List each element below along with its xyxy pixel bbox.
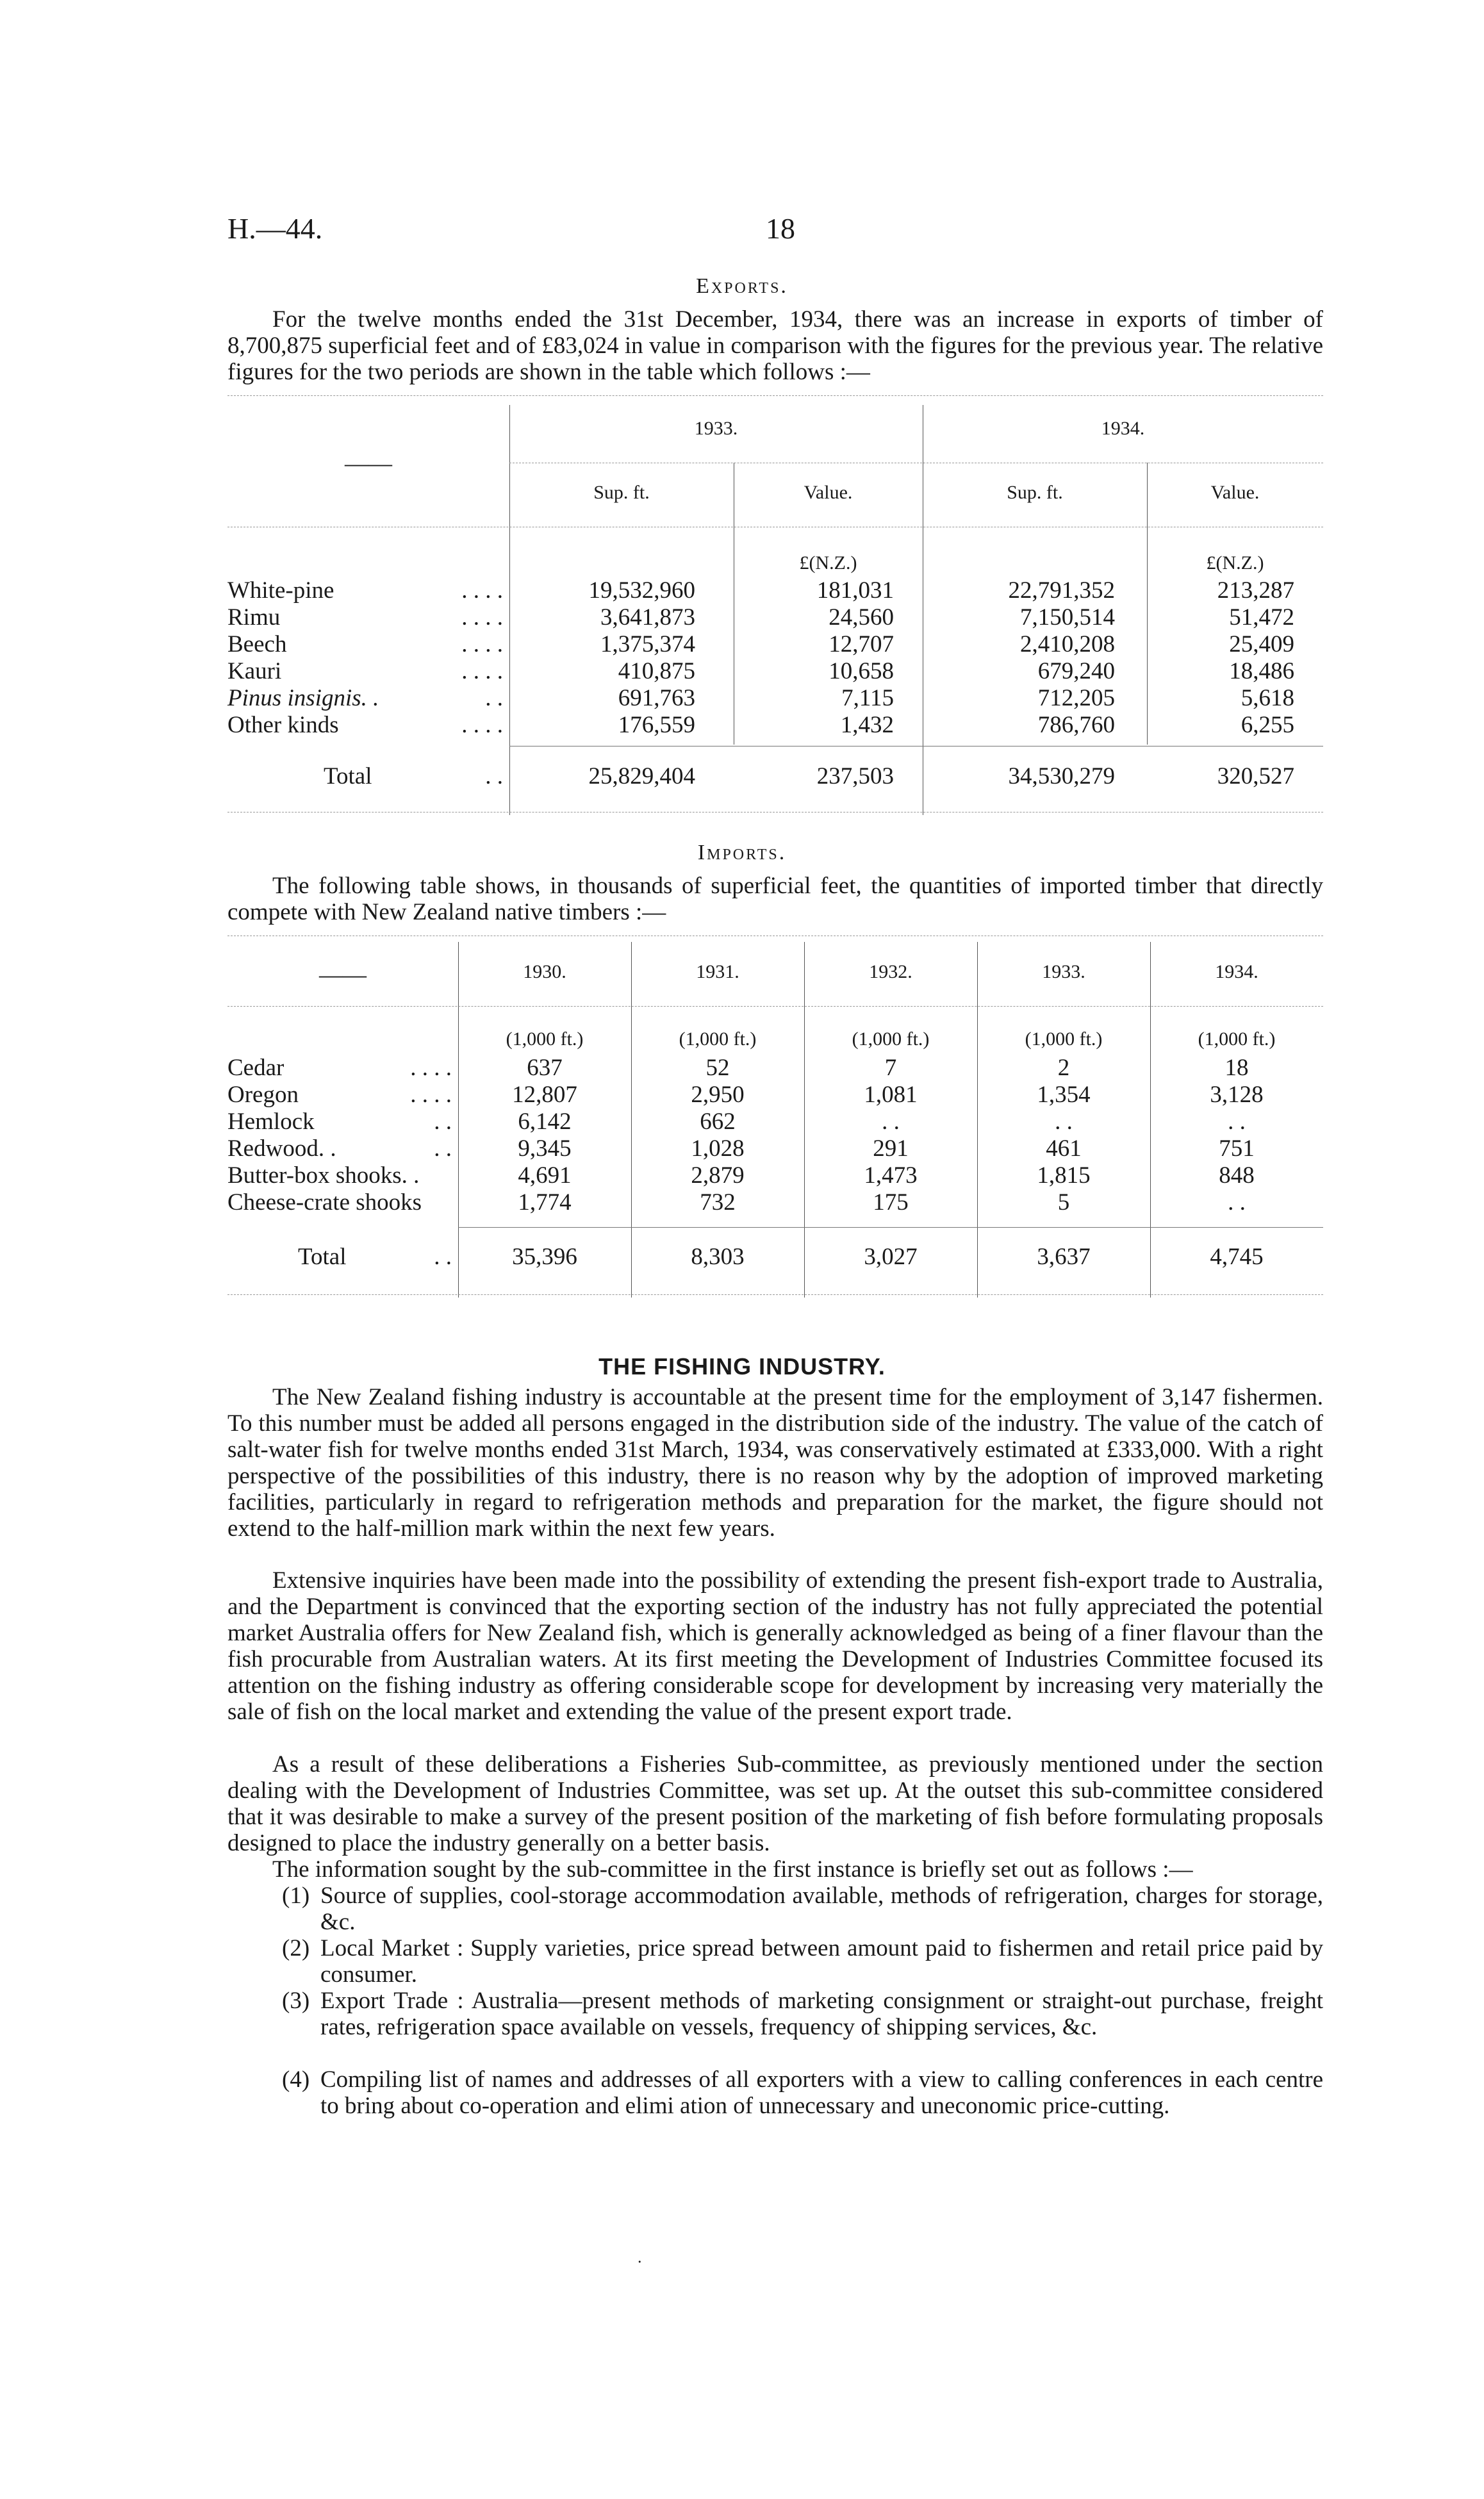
value-1934: 51,472 (1229, 604, 1294, 631)
leader-dots: . . . . (461, 577, 503, 604)
sup-ft-1934: 22,791,352 (1008, 577, 1115, 604)
exports-unit-1934: £(N.Z.) (1206, 552, 1264, 573)
leader-dots: . . . . (461, 712, 503, 738)
exports-year-1933: 1933. (694, 418, 738, 439)
value-1930: 637 (527, 1055, 563, 1081)
total-label: Total (324, 763, 372, 789)
imports-unit: (1,000 ft.) (1025, 1028, 1103, 1050)
value-1933: 1,432 (840, 712, 894, 738)
row-label: Cedar (227, 1055, 284, 1081)
value-1934: 320,527 (1217, 763, 1294, 789)
value-1932: 1,081 (864, 1082, 918, 1108)
sup-ft-1933: 25,829,404 (588, 763, 695, 789)
exports-corner: —— (345, 450, 392, 477)
imports-table (227, 932, 1323, 1298)
leader-dots: . . . . (461, 631, 503, 657)
leader-dots: . . (434, 1135, 452, 1162)
value-1934: 751 (1219, 1135, 1255, 1162)
row-label: Redwood. . (227, 1135, 336, 1162)
list-item (282, 1988, 1323, 2040)
section-title: THE FISHING INDUSTRY. (598, 1353, 886, 1380)
sup-ft-1933: 19,532,960 (588, 577, 695, 604)
imports-intro-text: The following table shows, in thousands of superficial feet, the quantities of imported timber that directly compete with New Zealand native timbers :— (227, 873, 1323, 925)
list-number: (1) (282, 1883, 310, 1909)
value-1934: 25,409 (1229, 631, 1294, 657)
row-label: Hemlock (227, 1109, 315, 1135)
paragraph-text: The New Zealand fishing industry is accountable at the present time for the employment of 3,147 fishermen. To this number must be added all persons engaged in the distribution side of the industry. The value of the catch of salt-water fish for twelve months ended 31st March, 1934, was conservatively estimated at £333,000. With a right perspective of the possibilities of this industry, there is no reason why by the adoption of improved marketing facilities, particularly in regard to refrigeration methods and preparation for the market, the figure should not extend to the half-million mark within the next few years. (227, 1384, 1323, 1542)
value-1934: 6,255 (1241, 712, 1294, 738)
list-text: Local Market : Supply varieties, price spread between amount paid to fishermen and retail price paid by consumer. (320, 1935, 1323, 1988)
value-1934: 5,618 (1241, 685, 1294, 711)
page-mark: . (638, 2248, 642, 2266)
row-label: White-pine (227, 577, 334, 604)
value-1933: 1,354 (1037, 1082, 1091, 1108)
value-1934: . . (1228, 1189, 1246, 1216)
paragraph (227, 1567, 1323, 1725)
paragraph-text: The information sought by the sub-committee in the first instance is briefly set out as follows :— (272, 1856, 1193, 1883)
value-1930: 4,691 (518, 1162, 572, 1189)
value-1931: 2,879 (691, 1162, 745, 1189)
list-item (282, 2066, 1323, 2119)
value-1933: 12,707 (829, 631, 894, 657)
value-1934: 848 (1219, 1162, 1255, 1189)
imports-year: 1934. (1215, 961, 1258, 982)
value-1932: . . (882, 1109, 900, 1135)
value-1933: 237,503 (816, 763, 894, 789)
list-item (282, 1883, 1323, 1935)
sup-ft-1933: 691,763 (618, 685, 695, 711)
value-1933: 1,815 (1037, 1162, 1091, 1189)
sup-ft-1933: 410,875 (618, 658, 695, 684)
exports-intro (227, 306, 1323, 385)
value-1930: 9,345 (518, 1135, 572, 1162)
value-1933: . . (1055, 1109, 1073, 1135)
leader-dots: . . . . (410, 1082, 452, 1108)
sup-ft-1933: 1,375,374 (600, 631, 695, 657)
value-1934: 18,486 (1229, 658, 1294, 684)
value-1934: 4,745 (1210, 1244, 1264, 1270)
list-text: Source of supplies, cool-storage accommodation available, methods of refrigeration, charges for storage, &c. (320, 1883, 1323, 1935)
value-1933: 7,115 (841, 685, 894, 711)
value-1931: 52 (705, 1055, 730, 1081)
value-1933: 3,637 (1037, 1244, 1091, 1270)
leader-dots: . . (434, 1109, 452, 1135)
list-number: (4) (282, 2066, 310, 2093)
imports-unit: (1,000 ft.) (1198, 1028, 1276, 1050)
row-label: Rimu (227, 604, 281, 631)
imports-corner: —— (319, 962, 367, 988)
imports-intro (227, 873, 1323, 925)
imports-unit: (1,000 ft.) (506, 1028, 584, 1050)
exports-year-1934: 1934. (1101, 418, 1145, 439)
imports-year: 1930. (523, 961, 566, 982)
value-1930: 6,142 (518, 1109, 572, 1135)
value-1933: 461 (1046, 1135, 1082, 1162)
value-1933: 181,031 (816, 577, 894, 604)
value-1931: 662 (700, 1109, 736, 1135)
sup-ft-1934: 2,410,208 (1020, 631, 1115, 657)
row-label: Beech (227, 631, 287, 657)
value-1930: 12,807 (512, 1082, 577, 1108)
list-text: Export Trade : Australia—present methods of marketing consignment or straight-out purchase, freight rates, refrigeration space available on vessels, frequency of shipping services, &c. (320, 1988, 1323, 2040)
value-1934: 213,287 (1217, 577, 1294, 604)
exports-subheader: Value. (804, 482, 853, 503)
value-1932: 3,027 (864, 1244, 918, 1270)
value-1931: 732 (700, 1189, 736, 1216)
row-label: Butter-box shooks. . (227, 1162, 420, 1189)
page-number: 18 (766, 212, 795, 245)
imports-heading: Imports. (697, 841, 787, 864)
sup-ft-1934: 712,205 (1037, 685, 1115, 711)
row-label: Kauri (227, 658, 282, 684)
value-1933: 24,560 (829, 604, 894, 631)
exports-subheader: Sup. ft. (593, 482, 650, 503)
exports-unit-1933: £(N.Z.) (799, 552, 857, 573)
paragraph (227, 1384, 1323, 1542)
value-1933: 10,658 (829, 658, 894, 684)
value-1932: 291 (873, 1135, 909, 1162)
imports-year: 1933. (1042, 961, 1085, 982)
list-number: (3) (282, 1988, 310, 2014)
value-1932: 7 (884, 1055, 897, 1081)
imports-year: 1932. (869, 961, 912, 982)
row-label: Other kinds (227, 712, 339, 738)
sup-ft-1933: 3,641,873 (600, 604, 695, 631)
value-1934: 18 (1224, 1055, 1249, 1081)
exports-subheader: Sup. ft. (1007, 482, 1063, 503)
list-item (282, 1935, 1323, 1988)
value-1934: 3,128 (1210, 1082, 1264, 1108)
value-1932: 1,473 (864, 1162, 918, 1189)
exports-heading: Exports. (696, 274, 788, 298)
value-1931: 8,303 (691, 1244, 745, 1270)
leader-dots: . . . . (410, 1055, 452, 1081)
imports-unit: (1,000 ft.) (852, 1028, 930, 1050)
paragraph (227, 1856, 1323, 1883)
paragraph-text: Extensive inquiries have been made into the possibility of extending the present fish-export trade to Australia, and the Department is convinced that the exporting section of the industry has not fully appreciated the potential market Australia offers for New Zealand fish, which is generally acknowledged as being of a finer flavour than the fish procurable from Australian waters. At its first meeting the Development of Industries Committee focused its attention on the fishing industry as offering considerable scope for development by increasing very materially the sale of fish on the local market and extending the value of the present export trade. (227, 1567, 1323, 1725)
value-1931: 1,028 (691, 1135, 745, 1162)
sup-ft-1934: 679,240 (1037, 658, 1115, 684)
leader-dots: . . (485, 685, 503, 711)
imports-unit: (1,000 ft.) (679, 1028, 757, 1050)
value-1934: . . (1228, 1109, 1246, 1135)
list-number: (2) (282, 1935, 310, 1961)
value-1930: 1,774 (518, 1189, 572, 1216)
imports-year: 1931. (696, 961, 739, 982)
row-label: Pinus insignis. . (227, 685, 379, 711)
value-1932: 175 (873, 1189, 909, 1216)
value-1930: 35,396 (512, 1244, 577, 1270)
list-text: Compiling list of names and addresses of all exporters with a view to calling conferences in each centre to bring about co-operation and elimi ation of unnecessary and uneconomic price-cutting. (320, 2066, 1323, 2119)
total-label: Total (298, 1244, 347, 1270)
leader-dots: . . (434, 1244, 452, 1270)
row-label: Oregon (227, 1082, 299, 1108)
leader-dots: . . . . (461, 658, 503, 684)
exports-subheader: Value. (1210, 482, 1260, 503)
value-1931: 2,950 (691, 1082, 745, 1108)
exports-table (227, 392, 1323, 815)
value-1933: 2 (1057, 1055, 1070, 1081)
leader-dots: . . (485, 763, 503, 789)
paragraph (227, 1751, 1323, 1856)
value-1933: 5 (1057, 1189, 1070, 1216)
sup-ft-1934: 34,530,279 (1008, 763, 1115, 789)
sup-ft-1933: 176,559 (618, 712, 695, 738)
sup-ft-1934: 7,150,514 (1020, 604, 1115, 631)
sup-ft-1934: 786,760 (1037, 712, 1115, 738)
paragraph-text: As a result of these deliberations a Fisheries Sub-committee, as previously mentioned under the section dealing with the Development of Industries Committee, was set up. At the outset this sub-committee considered that it was desirable to make a survey of the present position of the marketing of fish before formulating proposals designed to place the industry generally on a better basis. (227, 1751, 1323, 1856)
leader-dots: . . . . (461, 604, 503, 631)
exports-intro-text: For the twelve months ended the 31st December, 1934, there was an increase in exports of timber of 8,700,875 superficial feet and of £83,024 in value in comparison with the figures for the previous year. The relative figures for the two periods are shown in the table which follows :— (227, 306, 1323, 385)
row-label: Cheese-crate shooks (227, 1189, 422, 1216)
document-reference: H.—44. (227, 212, 323, 245)
